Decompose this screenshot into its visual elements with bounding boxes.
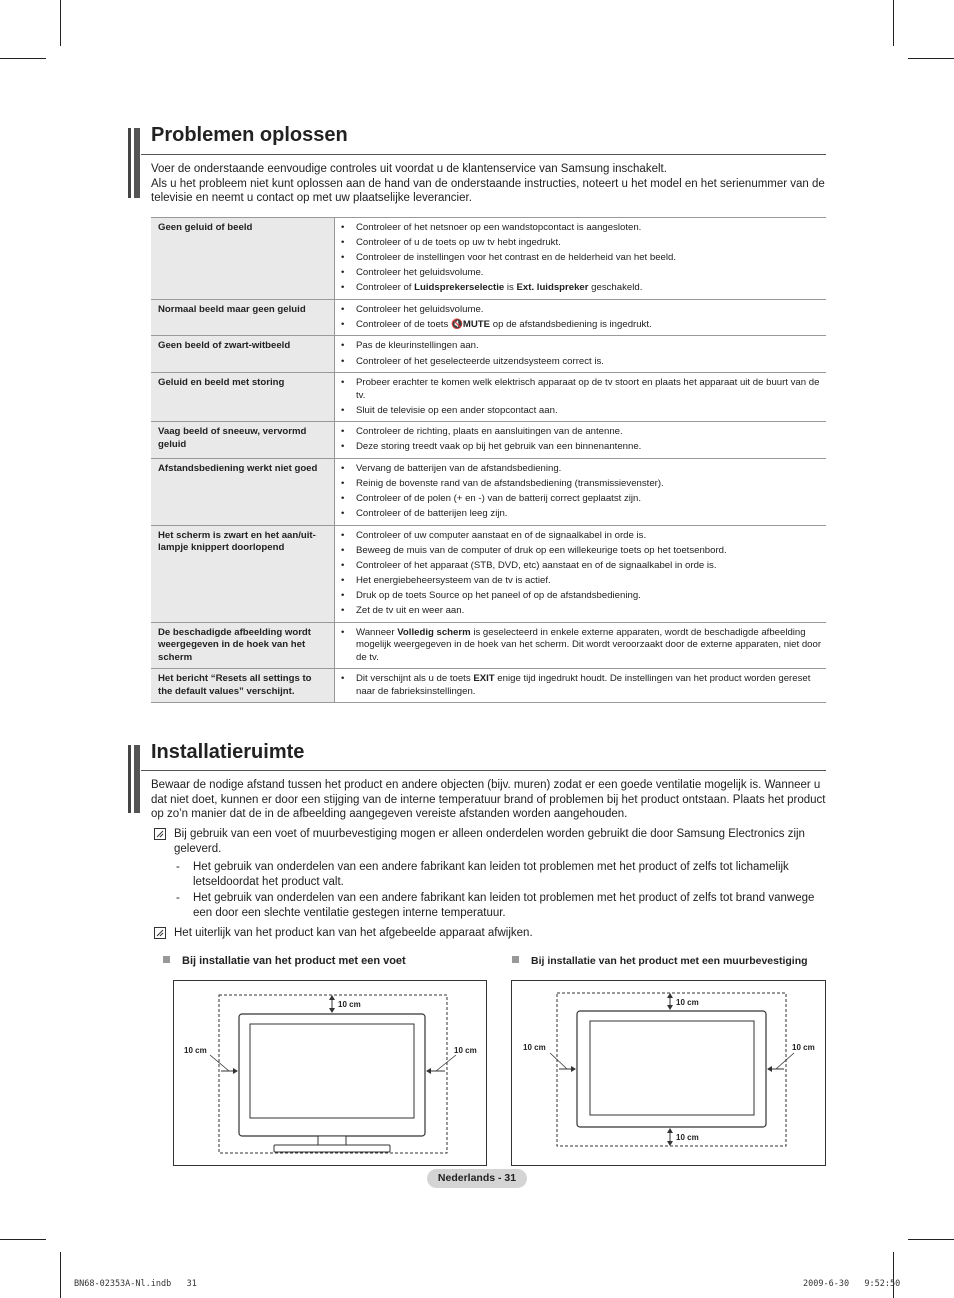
dash-mark: -: [176, 861, 180, 873]
problem-cell: Geen geluid of beeld: [151, 218, 335, 300]
problem-cell: Het bericht “Resets all settings to the default values” verschijnt.: [151, 669, 335, 703]
solution-cell: [335, 525, 827, 622]
figure-wallmount: [511, 980, 826, 1166]
installation-intro: Bewaar de nodige afstand tussen het product en andere objecten (bijv. muren) zodat er een goede ventilatie mogelijk is. Wanneer u dat niet doet, kunnen er door een stijging van de interne temperatuur brand of problemen bij het product ontstaan. Plaats het product op zo’n manier dat de in de afbeelding aangegeven vereiste afstanden worden aangehouden.: [151, 779, 826, 820]
table-row: [151, 458, 826, 525]
list-item: • Wanneer Volledig scherm is geselecteerd in enkele externe apparaten, wordt de beschadigde afbeelding mogelijk weergegeven in de hoek van het scherm. Dit wordt veroorzaakt door de externe apparaten, niet door de tv.: [341, 627, 822, 665]
dash-text: Het gebruik van onderdelen van een andere fabrikant kan leiden tot problemen met het product of zelfs tot brand vanwege een door een slechte ventilatie gestegen interne temperatuur.: [193, 892, 815, 919]
crop-mark: [0, 1239, 46, 1240]
solution-list: [341, 222, 822, 295]
crop-mark: [908, 58, 954, 59]
arrowhead: [571, 1066, 576, 1072]
crop-mark: [893, 0, 894, 46]
solution-cell: [335, 622, 827, 669]
dash-item: [176, 891, 826, 920]
solution-list: [341, 340, 822, 368]
section-marker: [128, 745, 131, 813]
note-item: [151, 827, 826, 856]
troubleshooting-table: [151, 217, 826, 703]
solution-list: [341, 377, 822, 417]
list-item: • Vervang de batterijen van de afstandsbediening.: [341, 463, 822, 476]
list-item: • Controleer de instellingen voor het contrast en de helderheid van het beeld.: [341, 252, 822, 265]
caption-text: Bij installatie van het product met een muurbevestiging: [531, 955, 808, 967]
solution-cell: [335, 218, 827, 300]
section-marker: [134, 128, 140, 198]
solution-list: [341, 463, 822, 521]
section-marker: [134, 745, 140, 813]
square-bullet-icon: [512, 956, 519, 963]
list-item: • Controleer het geluidsvolume.: [341, 267, 822, 280]
solution-cell: [335, 458, 827, 525]
solution-list: [341, 426, 822, 454]
solution-list: [341, 530, 822, 618]
intro-line-1: Voer de onderstaande eenvoudige controles uit voordat u de klantenservice van Samsung inschakelt.: [151, 163, 667, 175]
mute-icon: 🔇: [450, 318, 463, 330]
troubleshooting-intro: [151, 162, 826, 206]
arrowhead: [233, 1068, 238, 1074]
list-item: • Controleer de richting, plaats en aansluitingen van de antenne.: [341, 426, 822, 439]
arrowhead: [329, 1008, 335, 1013]
list-item: • Controleer of het apparaat (STB, DVD, etc) aanstaat en of de signaalkabel in orde is.: [341, 560, 822, 573]
list-item: • Controleer het geluidsvolume.: [341, 304, 822, 317]
crop-mark: [908, 1239, 954, 1240]
solution-list: [341, 304, 822, 332]
section-title-troubleshooting: Problemen oplossen: [151, 124, 348, 146]
note-icon: [154, 828, 166, 840]
list-item: • Controleer of de polen (+ en -) van de batterij correct geplaatst zijn.: [341, 493, 822, 506]
dash-text: Het gebruik van onderdelen van een andere fabrikant kan leiden tot problemen met het product of zelfs tot lichamelijk letseldoordat het product valt.: [193, 861, 789, 888]
solution-cell: [335, 336, 827, 373]
arrowhead: [667, 1141, 673, 1146]
table-row: [151, 336, 826, 373]
list-item: • Controleer of Luidsprekerselectie is Ext. luidspreker geschakeld.: [341, 282, 822, 295]
table-row: [151, 373, 826, 422]
figure-caption-wallmount: [512, 955, 808, 967]
solution-cell: [335, 669, 827, 703]
list-item: • Zet de tv uit en weer aan.: [341, 605, 822, 618]
tv-screen: [590, 1021, 754, 1115]
list-item: • Controleer of de batterijen leeg zijn.: [341, 508, 822, 521]
arrowhead: [667, 993, 673, 998]
label-bottom: 10 cm: [676, 1133, 699, 1142]
list-item: • Deze storing treedt vaak op bij het gebruik van een binnenantenne.: [341, 441, 822, 454]
arrowhead: [667, 1005, 673, 1010]
figure-caption-stand: [163, 955, 406, 967]
label-top: 10 cm: [338, 1000, 361, 1009]
section-marker: [128, 128, 131, 198]
section-rule: [141, 154, 826, 155]
crop-mark: [60, 0, 61, 46]
table-row: [151, 218, 826, 300]
table-row: [151, 422, 826, 459]
solution-cell: [335, 373, 827, 422]
solution-cell: [335, 422, 827, 459]
list-item: • Beweeg de muis van de computer of druk op een willekeurige toets op het toetsenbord.: [341, 545, 822, 558]
dash-item: [176, 860, 826, 889]
list-item: • Pas de kleurinstellingen aan.: [341, 340, 822, 353]
note-text: Bij gebruik van een voet of muurbevestiging mogen er alleen onderdelen worden gebruikt die door Samsung Electronics zijn geleverd.: [174, 828, 805, 855]
problem-cell: Geluid en beeld met storing: [151, 373, 335, 422]
arrowhead: [767, 1066, 772, 1072]
label-left: 10 cm: [523, 1043, 546, 1052]
problem-cell: Vaag beeld of sneeuw, vervormd geluid: [151, 422, 335, 459]
wallmount-diagram: [512, 981, 825, 1165]
square-bullet-icon: [163, 956, 170, 963]
arrowhead: [667, 1128, 673, 1133]
problem-cell: Geen beeld of zwart-witbeeld: [151, 336, 335, 373]
tv-stand-base: [274, 1145, 390, 1152]
problem-cell: De beschadigde afbeelding wordt weergegeven in de hoek van het scherm: [151, 622, 335, 669]
list-item: • Druk op de toets Source op het paneel of op de afstandsbediening.: [341, 590, 822, 603]
caption-text: Bij installatie van het product met een voet: [182, 955, 406, 967]
footer-datetime: 2009-6-30 9:52:50: [803, 1279, 901, 1289]
note-item: [151, 926, 826, 941]
list-item: • Controleer of het geselecteerde uitzendsysteem correct is.: [341, 356, 822, 369]
arrowhead: [329, 995, 335, 1000]
arrowhead: [426, 1068, 431, 1074]
table-row: [151, 525, 826, 622]
solution-list: [341, 627, 822, 665]
list-item: • Sluit de televisie op een ander stopcontact aan.: [341, 405, 822, 418]
label-top: 10 cm: [676, 998, 699, 1007]
tv-stand-neck: [318, 1136, 346, 1145]
figure-stand: [173, 980, 487, 1166]
intro-line-2: Als u het probleem niet kunt oplossen aan de hand van de onderstaande instructies, noteert u het model en het serienummer van de televisie en neemt u contact op met uw plaatselijke leverancier.: [151, 177, 825, 204]
list-item: • Controleer of het netsnoer op een wandstopcontact is aangesloten.: [341, 222, 822, 235]
problem-cell: Het scherm is zwart en het aan/uit-lampje knippert doorlopend: [151, 525, 335, 622]
label-right: 10 cm: [454, 1046, 477, 1055]
table-row: [151, 622, 826, 669]
list-item: • Dit verschijnt als u de toets EXIT enige tijd ingedrukt houdt. De instellingen van het product worden gereset naar de fabrieksinstellingen.: [341, 673, 822, 698]
list-item: • Controleer of u de toets op uw tv hebt ingedrukt.: [341, 237, 822, 250]
solution-list: [341, 673, 822, 698]
label-right: 10 cm: [792, 1043, 815, 1052]
list-item: • Het energiebeheersysteem van de tv is actief.: [341, 575, 822, 588]
section-title-installation: Installatieruimte: [151, 741, 305, 763]
list-item: • Probeer erachter te komen welk elektrisch apparaat op de tv stoort en plaats het apparaat uit de buurt van de tv.: [341, 377, 822, 402]
footer-file: BN68-02353A-Nl.indb 31: [74, 1279, 197, 1289]
note-text: Het uiterlijk van het product kan van het afgebeelde apparaat afwijken.: [174, 927, 533, 939]
note-icon: [154, 927, 166, 939]
list-item: • Controleer of uw computer aanstaat en of de signaalkabel in orde is.: [341, 530, 822, 543]
crop-mark: [60, 1252, 61, 1298]
section-rule: [141, 770, 826, 771]
table-row: [151, 299, 826, 336]
solution-cell: [335, 299, 827, 336]
label-left: 10 cm: [184, 1046, 207, 1055]
problem-cell: Normaal beeld maar geen geluid: [151, 299, 335, 336]
problem-cell: Afstandsbediening werkt niet goed: [151, 458, 335, 525]
stand-diagram: [174, 981, 486, 1165]
tv-screen: [250, 1024, 414, 1118]
dash-mark: -: [176, 892, 180, 904]
crop-mark: [0, 58, 46, 59]
crop-mark: [893, 1252, 894, 1298]
list-item: • Controleer of de toets 🔇MUTE op de afstandsbediening is ingedrukt.: [341, 319, 822, 332]
table-row: [151, 669, 826, 703]
list-item: • Reinig de bovenste rand van de afstandsbediening (transmissievenster).: [341, 478, 822, 491]
page-number-badge: Nederlands - 31: [427, 1169, 527, 1188]
